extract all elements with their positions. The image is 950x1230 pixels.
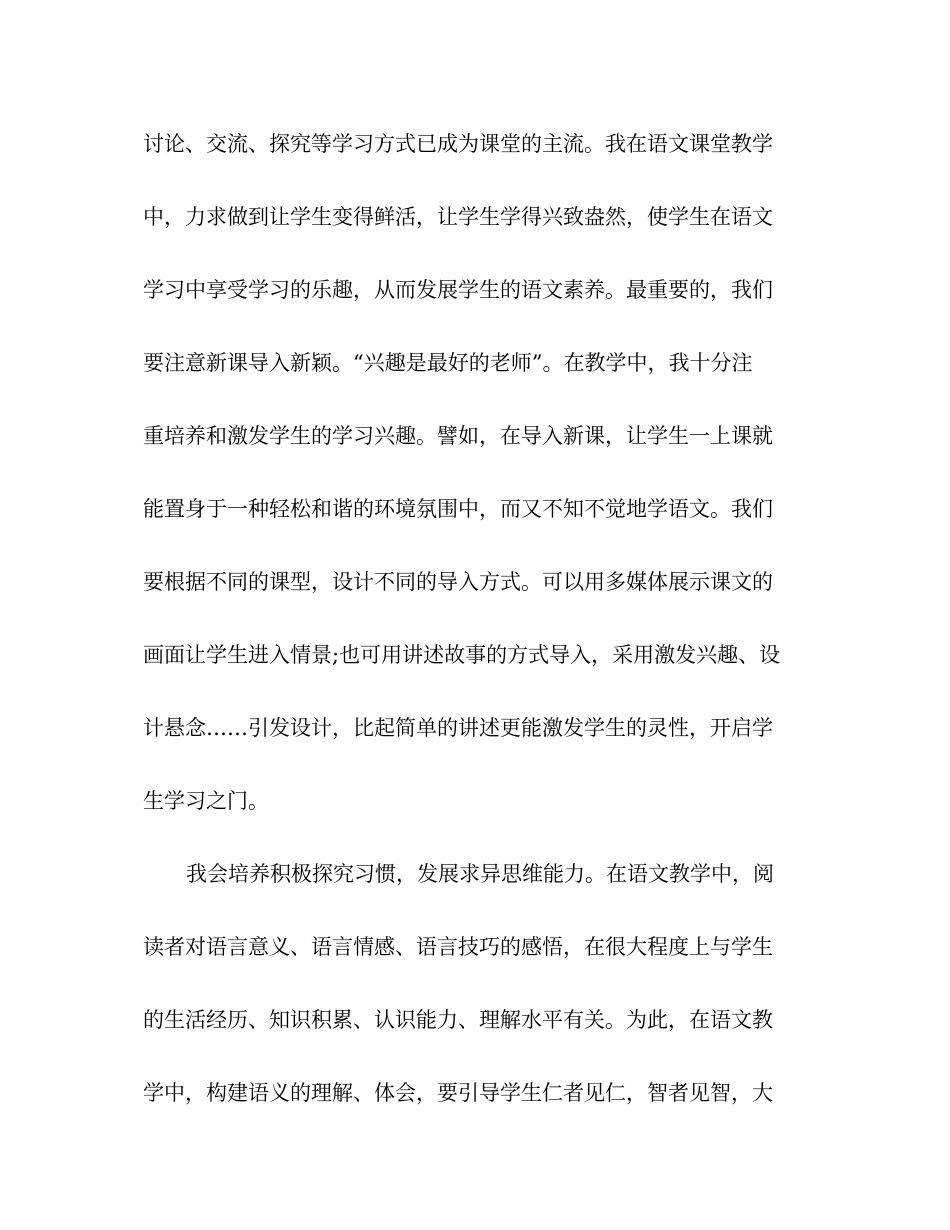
paragraph-1-line-6: 能置身于一种轻松和谐的环境氛围中，而又不知不觉地学语文。我们 [143,497,773,521]
paragraph-1-line-4: 要注意新课导入新颖。“兴趣是最好的老师”。在教学中，我十分注 [143,351,753,375]
paragraph-2-line-3: 的生活经历、知识积累、认识能力、理解水平有关。为此，在语文教 [143,1008,773,1032]
paragraph-1-line-7: 要根据不同的课型，设计不同的导入方式。可以用多媒体展示课文的 [143,570,773,594]
paragraph-2-line-1: 我会培养积极探究习惯，发展求异思维能力。在语文教学中，阅 [186,862,774,886]
paragraph-1-line-9: 计悬念……引发设计，比起简单的讲述更能激发学生的灵性，开启学 [143,716,773,740]
paragraph-1-line-5: 重培养和激发学生的学习兴趣。譬如，在导入新课，让学生一上课就 [143,424,773,448]
paragraph-1-line-2: 中，力求做到让学生变得鲜活，让学生学得兴致盎然，使学生在语文 [143,205,773,229]
paragraph-1-line-8: 画面让学生进入情景;也可用讲述故事的方式导入，采用激发兴趣、设 [143,643,781,667]
document-body [143,124,808,1146]
paragraph-1-line-1: 讨论、交流、探究等学习方式已成为课堂的主流。我在语文课堂教学 [143,132,773,156]
paragraph-2-line-2: 读者对语言意义、语言情感、语言技巧的感悟，在很大程度上与学生 [143,935,773,959]
paragraph-2-line-4: 学中，构建语义的理解、体会，要引导学生仁者见仁，智者见智，大 [143,1081,773,1105]
paragraph-1-line-3: 学习中享受学习的乐趣，从而发展学生的语文素养。最重要的，我们 [143,278,773,302]
paragraph-1-line-10: 生学习之门。 [143,789,269,813]
